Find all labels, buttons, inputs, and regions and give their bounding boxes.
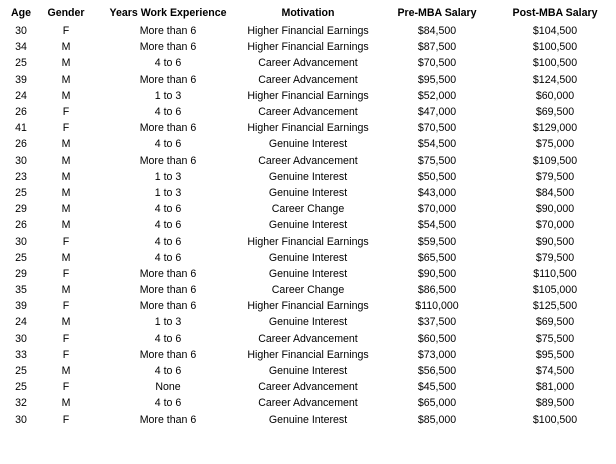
cell-gender: M <box>61 316 71 329</box>
cell-age: 30 <box>15 154 27 167</box>
cell-years-work-experience: 4 to 6 <box>154 397 182 410</box>
table-row <box>6 72 612 88</box>
cell-years-work-experience: More than 6 <box>139 267 197 280</box>
cell-post-mba-salary: $70,000 <box>535 219 575 232</box>
cell-pre-mba-salary: $86,500 <box>417 284 457 297</box>
header-post-mba-salary: Post-MBA Salary <box>512 7 598 19</box>
header-gender: Gender <box>47 7 85 19</box>
cell-years-work-experience: 4 to 6 <box>154 332 182 345</box>
cell-pre-mba-salary: $59,500 <box>417 235 457 248</box>
cell-age: 30 <box>15 235 27 248</box>
cell-gender: F <box>62 106 70 119</box>
cell-post-mba-salary: $79,500 <box>535 170 575 183</box>
cell-motivation: Career Advancement <box>258 332 358 345</box>
table-row <box>6 395 612 411</box>
cell-pre-mba-salary: $73,000 <box>417 348 457 361</box>
cell-age: 35 <box>15 284 27 297</box>
cell-post-mba-salary: $60,000 <box>535 89 575 102</box>
cell-gender: F <box>62 381 70 394</box>
cell-gender: F <box>62 332 70 345</box>
cell-years-work-experience: 1 to 3 <box>154 89 182 102</box>
cell-motivation: Higher Financial Earnings <box>247 25 369 38</box>
cell-pre-mba-salary: $65,500 <box>417 251 457 264</box>
cell-age: 30 <box>15 413 27 426</box>
cell-pre-mba-salary: $54,500 <box>417 138 457 151</box>
cell-motivation: Career Advancement <box>258 381 358 394</box>
table-row <box>6 298 612 314</box>
cell-gender: F <box>62 267 70 280</box>
cell-age: 30 <box>15 332 27 345</box>
table-header <box>6 3 612 23</box>
cell-gender: M <box>61 203 71 216</box>
table-row <box>6 88 612 104</box>
cell-years-work-experience: More than 6 <box>139 41 197 54</box>
cell-years-work-experience: More than 6 <box>139 413 197 426</box>
table-row <box>6 266 612 282</box>
cell-post-mba-salary: $105,000 <box>532 284 578 297</box>
cell-pre-mba-salary: $56,500 <box>417 365 457 378</box>
cell-age: 30 <box>15 25 27 38</box>
cell-years-work-experience: More than 6 <box>139 25 197 38</box>
cell-post-mba-salary: $110,500 <box>533 267 577 280</box>
cell-post-mba-salary: $100,500 <box>532 41 578 54</box>
cell-motivation: Genuine Interest <box>268 186 348 199</box>
cell-age: 25 <box>15 186 27 199</box>
cell-motivation: Career Advancement <box>258 397 358 410</box>
cell-post-mba-salary: $69,500 <box>535 106 575 119</box>
table-row <box>6 23 612 39</box>
cell-pre-mba-salary: $70,500 <box>417 122 457 135</box>
cell-post-mba-salary: $89,500 <box>535 397 575 410</box>
cell-pre-mba-salary: $85,000 <box>417 413 457 426</box>
cell-age: 25 <box>15 251 27 264</box>
cell-pre-mba-salary: $43,000 <box>417 186 457 199</box>
cell-post-mba-salary: $84,500 <box>535 186 575 199</box>
mba-salary-table <box>6 3 612 428</box>
table-row <box>6 412 612 428</box>
header-motivation: Motivation <box>281 7 335 19</box>
cell-gender: F <box>62 235 70 248</box>
cell-years-work-experience: More than 6 <box>139 300 197 313</box>
cell-years-work-experience: More than 6 <box>139 73 197 86</box>
table-row <box>6 169 612 185</box>
header-years-work-experience: Years Work Experience <box>109 7 227 19</box>
cell-years-work-experience: 4 to 6 <box>154 138 182 151</box>
cell-years-work-experience: More than 6 <box>139 284 197 297</box>
cell-gender: F <box>62 122 70 135</box>
cell-post-mba-salary: $129,000 <box>532 122 578 135</box>
cell-post-mba-salary: $75,000 <box>535 138 575 151</box>
table-row <box>6 39 612 55</box>
cell-pre-mba-salary: $47,000 <box>417 106 457 119</box>
cell-motivation: Higher Financial Earnings <box>247 122 369 135</box>
table-row <box>6 331 612 347</box>
cell-gender: M <box>61 73 71 86</box>
cell-post-mba-salary: $95,500 <box>535 348 575 361</box>
cell-post-mba-salary: $109,500 <box>532 154 578 167</box>
cell-motivation: Higher Financial Earnings <box>247 235 369 248</box>
cell-age: 26 <box>15 219 27 232</box>
cell-gender: M <box>61 251 71 264</box>
cell-post-mba-salary: $100,500 <box>532 413 578 426</box>
cell-age: 39 <box>15 300 27 313</box>
cell-years-work-experience: 1 to 3 <box>154 316 182 329</box>
cell-gender: F <box>62 300 70 313</box>
cell-age: 29 <box>15 267 27 280</box>
cell-years-work-experience: 4 to 6 <box>154 106 182 119</box>
table-row <box>6 363 612 379</box>
cell-gender: M <box>61 154 71 167</box>
cell-age: 25 <box>15 381 27 394</box>
cell-age: 26 <box>15 138 27 151</box>
table-row <box>6 120 612 136</box>
header-age: Age <box>10 7 31 19</box>
cell-gender: M <box>61 397 71 410</box>
table-row <box>6 136 612 152</box>
cell-age: 25 <box>15 57 27 70</box>
cell-age: 25 <box>15 365 27 378</box>
cell-post-mba-salary: $79,500 <box>535 251 575 264</box>
table-row <box>6 282 612 298</box>
cell-age: 34 <box>15 41 27 54</box>
table-row <box>6 347 612 363</box>
cell-years-work-experience: 4 to 6 <box>154 235 182 248</box>
cell-years-work-experience: 4 to 6 <box>154 365 182 378</box>
cell-years-work-experience: 4 to 6 <box>154 219 182 232</box>
cell-pre-mba-salary: $50,500 <box>417 170 457 183</box>
table-row <box>6 314 612 330</box>
cell-pre-mba-salary: $45,500 <box>417 381 457 394</box>
header-row <box>6 3 612 23</box>
cell-motivation: Genuine Interest <box>268 251 348 264</box>
header-pre-mba-salary: Pre-MBA Salary <box>397 7 477 19</box>
cell-gender: M <box>61 170 71 183</box>
cell-gender: M <box>61 57 71 70</box>
table-row <box>6 233 612 249</box>
cell-motivation: Career Change <box>271 284 345 297</box>
table-row <box>6 379 612 395</box>
cell-motivation: Genuine Interest <box>268 219 348 232</box>
cell-motivation: Higher Financial Earnings <box>247 89 369 102</box>
cell-pre-mba-salary: $84,500 <box>417 25 457 38</box>
cell-age: 32 <box>15 397 27 410</box>
cell-post-mba-salary: $100,500 <box>532 57 578 70</box>
cell-age: 24 <box>15 316 27 329</box>
table-row <box>6 201 612 217</box>
cell-post-mba-salary: $104,500 <box>532 25 578 38</box>
cell-gender: F <box>62 25 70 38</box>
cell-pre-mba-salary: $60,500 <box>417 332 457 345</box>
cell-gender: M <box>61 41 71 54</box>
cell-pre-mba-salary: $70,000 <box>417 203 457 216</box>
cell-pre-mba-salary: $52,000 <box>417 89 457 102</box>
cell-gender: M <box>61 365 71 378</box>
cell-gender: M <box>61 186 71 199</box>
cell-post-mba-salary: $81,000 <box>535 381 575 394</box>
cell-age: 33 <box>15 348 27 361</box>
cell-pre-mba-salary: $95,500 <box>417 73 457 86</box>
cell-age: 41 <box>15 122 27 135</box>
cell-gender: M <box>61 284 71 297</box>
cell-pre-mba-salary: $87,500 <box>417 41 457 54</box>
table-row <box>6 185 612 201</box>
cell-motivation: Higher Financial Earnings <box>247 300 369 313</box>
cell-pre-mba-salary: $37,500 <box>417 316 457 329</box>
cell-motivation: Higher Financial Earnings <box>247 348 369 361</box>
cell-post-mba-salary: $69,500 <box>535 316 575 329</box>
cell-years-work-experience: More than 6 <box>139 348 197 361</box>
cell-pre-mba-salary: $65,000 <box>417 397 457 410</box>
cell-gender: M <box>61 219 71 232</box>
cell-years-work-experience: None <box>155 381 181 394</box>
cell-motivation: Genuine Interest <box>268 170 348 183</box>
table-row <box>6 104 612 120</box>
cell-years-work-experience: 1 to 3 <box>154 170 182 183</box>
cell-age: 23 <box>15 170 27 183</box>
cell-years-work-experience: 4 to 6 <box>154 57 182 70</box>
cell-years-work-experience: More than 6 <box>139 154 197 167</box>
cell-motivation: Career Advancement <box>258 154 358 167</box>
table-row <box>6 153 612 169</box>
cell-years-work-experience: More than 6 <box>139 122 197 135</box>
table-body <box>6 23 612 428</box>
cell-pre-mba-salary: $70,500 <box>417 57 457 70</box>
cell-pre-mba-salary: $75,500 <box>417 154 457 167</box>
cell-age: 24 <box>15 89 27 102</box>
cell-motivation: Career Change <box>271 203 345 216</box>
table-row <box>6 217 612 233</box>
cell-motivation: Genuine Interest <box>268 413 348 426</box>
cell-age: 39 <box>15 73 27 86</box>
cell-motivation: Genuine Interest <box>268 267 348 280</box>
table-row <box>6 55 612 71</box>
cell-age: 26 <box>15 106 27 119</box>
cell-motivation: Genuine Interest <box>268 316 348 329</box>
cell-post-mba-salary: $90,000 <box>535 203 575 216</box>
cell-years-work-experience: 4 to 6 <box>154 203 182 216</box>
cell-age: 29 <box>15 203 27 216</box>
cell-motivation: Career Advancement <box>258 73 358 86</box>
cell-motivation: Career Advancement <box>258 106 358 119</box>
cell-post-mba-salary: $74,500 <box>535 365 575 378</box>
cell-pre-mba-salary: $110,000 <box>415 300 459 313</box>
table-row <box>6 250 612 266</box>
cell-motivation: Genuine Interest <box>268 138 348 151</box>
cell-motivation: Genuine Interest <box>268 365 348 378</box>
cell-gender: M <box>61 89 71 102</box>
cell-pre-mba-salary: $90,500 <box>417 267 457 280</box>
cell-gender: M <box>61 138 71 151</box>
cell-post-mba-salary: $125,500 <box>532 300 578 313</box>
cell-gender: F <box>62 413 70 426</box>
cell-gender: F <box>62 348 70 361</box>
cell-motivation: Career Advancement <box>258 57 358 70</box>
cell-post-mba-salary: $75,500 <box>535 332 575 345</box>
cell-pre-mba-salary: $54,500 <box>417 219 457 232</box>
cell-years-work-experience: 1 to 3 <box>154 186 182 199</box>
cell-post-mba-salary: $124,500 <box>532 73 578 86</box>
cell-post-mba-salary: $90,500 <box>535 235 575 248</box>
cell-years-work-experience: 4 to 6 <box>154 251 182 264</box>
cell-motivation: Higher Financial Earnings <box>247 41 369 54</box>
